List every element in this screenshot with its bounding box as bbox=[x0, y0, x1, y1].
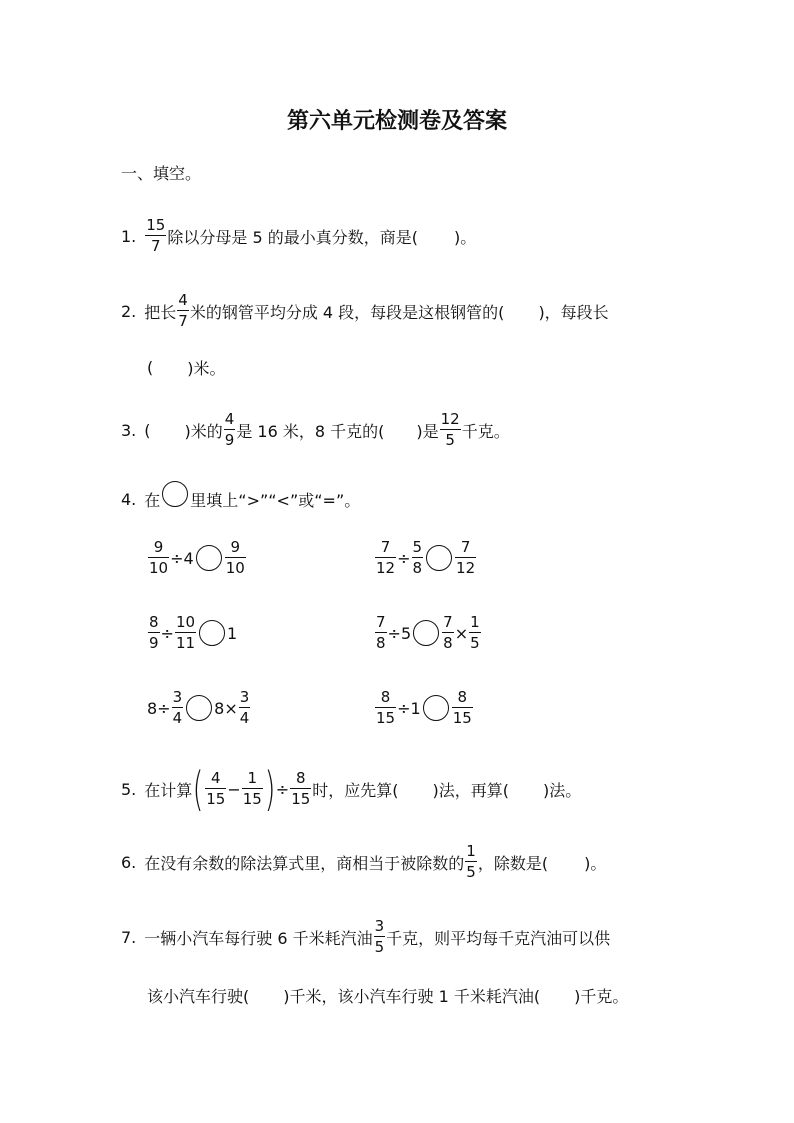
question-number: 1. bbox=[121, 226, 137, 246]
question-text: 除以分母是 5 的最小真分数，商是( bbox=[167, 227, 418, 247]
answer-circle[interactable] bbox=[196, 545, 222, 571]
answer-circle[interactable] bbox=[199, 620, 225, 646]
compare-item: $\frac{8}{15}$ ÷1 $\frac{8}{15}$ bbox=[376, 688, 472, 727]
question-number: 7. bbox=[121, 927, 137, 947]
question-1: 1. $\frac{15}{7}$ 除以分母是 5 的最小真分数，商是( )。 bbox=[121, 216, 477, 255]
page-title: 第六单元检测卷及答案 bbox=[286, 109, 507, 134]
right-paren: ) bbox=[264, 762, 276, 816]
question-4: 4. 在 里填上“>”“<”或“=”。 bbox=[121, 488, 360, 511]
question-number: 3. bbox=[121, 420, 137, 440]
answer-circle[interactable] bbox=[426, 545, 452, 571]
left-paren: ( bbox=[192, 762, 204, 816]
question-3: 3. ( )米的 $\frac{4}{9}$ 是 16 米，8 千克的( )是 $\frac{12}{5}$ 千克。 bbox=[121, 410, 510, 449]
question-number: 4. bbox=[121, 490, 137, 509]
question-2-line-2: ( )米。 bbox=[147, 358, 226, 378]
question-7-line-2: 该小汽车行驶( )千米，该小汽车行驶 1 千米耗汽油( )千克。 bbox=[147, 987, 629, 1006]
compare-item: $\frac{9}{10}$ ÷4 $\frac{9}{10}$ bbox=[149, 538, 245, 577]
question-number: 6. bbox=[121, 852, 137, 872]
fraction: $\frac{12}{5}$ bbox=[440, 410, 460, 449]
compare-item: $\frac{8}{9}$ ÷ $\frac{10}{11}$ 1 bbox=[149, 613, 238, 652]
section-heading: 一、填空。 bbox=[121, 164, 202, 183]
fraction: $\frac{15}{7}$ bbox=[146, 216, 166, 255]
answer-circle[interactable] bbox=[186, 695, 212, 721]
compare-item: $\frac{7}{12}$ ÷ $\frac{5}{8}$ $\frac{7}{12}$ bbox=[376, 538, 476, 577]
compare-item: $\frac{7}{8}$ ÷5 $\frac{7}{8}$ × $\frac{1}{5}$ bbox=[376, 613, 480, 652]
question-7: 7. 一辆小汽车每行驶 6 千米耗汽油 $\frac{3}{5}$ 千克，则平均每千克汽油可以供 bbox=[121, 917, 611, 956]
answer-circle[interactable] bbox=[413, 620, 439, 646]
fraction: $\frac{4}{9}$ bbox=[224, 410, 235, 449]
question-number: 5. bbox=[121, 779, 137, 799]
fraction: $\frac{4}{7}$ bbox=[178, 291, 188, 330]
answer-circle[interactable] bbox=[423, 695, 449, 721]
circle-icon bbox=[162, 481, 188, 507]
question-2: 2. 把长 $\frac{4}{7}$ 米的钢管平均分成 4 段，每段是这根钢管的( )，每段长 bbox=[121, 291, 609, 330]
question-6: 6. 在没有余数的除法算式里，商相当于被除数的 $\frac{1}{5}$ ，除数是( )。 bbox=[121, 842, 607, 881]
question-5: 5. 在计算 ( $\frac{4}{15}$ − $\frac{1}{15}$ ) ÷ $\frac{8}{15}$ 时，应先算( )法，再算( )法。 bbox=[121, 762, 582, 816]
compare-item: 8÷ $\frac{3}{4}$ 8× $\frac{3}{4}$ bbox=[147, 688, 250, 727]
question-number: 2. bbox=[121, 301, 137, 321]
